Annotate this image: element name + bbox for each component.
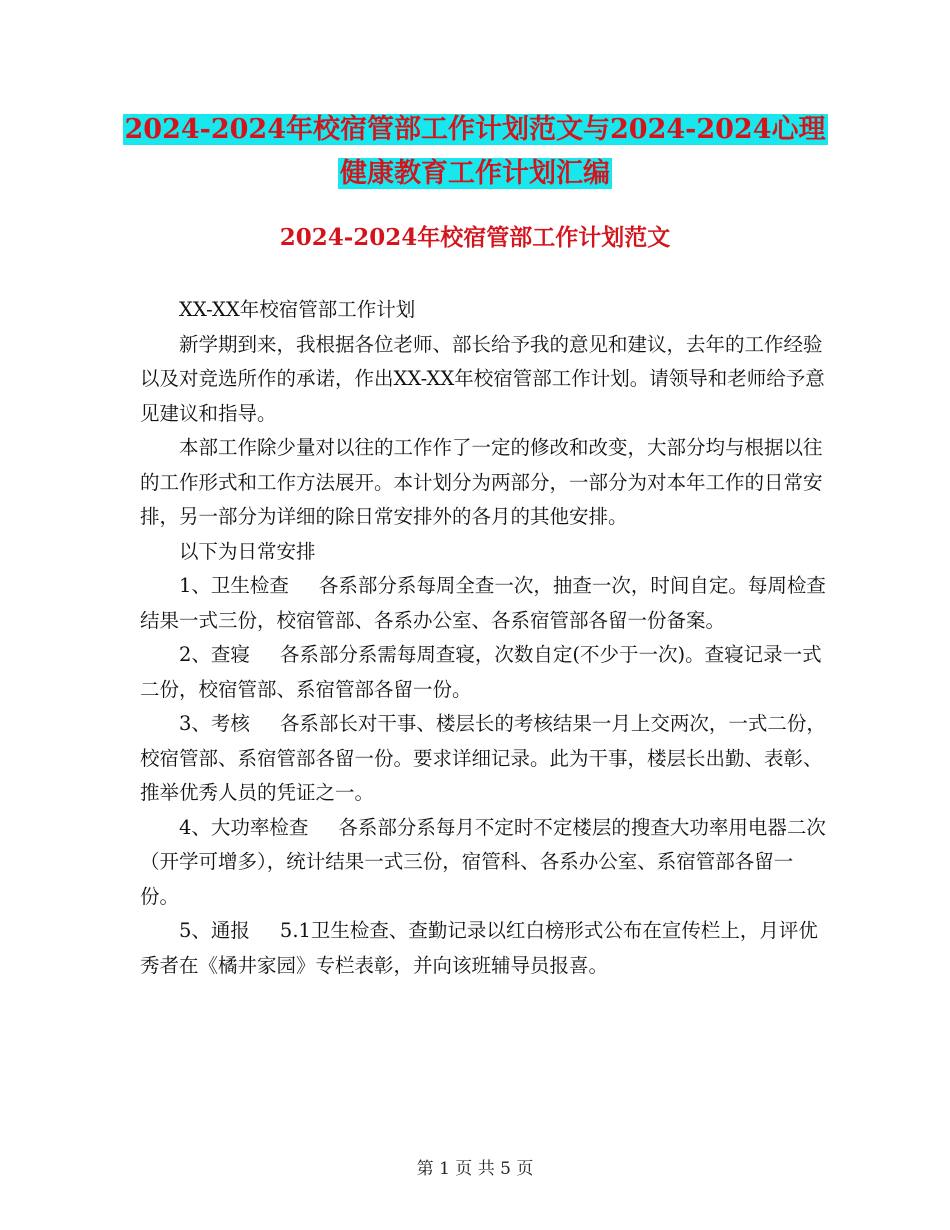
- section-title: 2024-2024年校宿管部工作计划范文: [279, 224, 671, 251]
- list-item: [140, 638, 830, 707]
- item-text: 5.1卫生检查、查勤记录以红白榜形式公布在宣传栏上，月评优秀者在《橘井家园》专栏表彰，并向该班辅导员报喜。: [140, 919, 818, 977]
- list-item: [140, 707, 830, 811]
- item-label: 5、通报: [179, 919, 250, 942]
- item-label: 3、考核: [179, 712, 250, 735]
- item-text: 各系部分系每周全查一次，抽查一次，时间自定。每周检查结果一式三份，校宿管部、各系办公室、各系宿管部各留一份备案。: [140, 574, 826, 632]
- document-title-line-1: 2024-2024年校宿管部工作计划范文与2024-2024心理: [124, 114, 826, 145]
- item-text: 各系部分系每月不定时不定楼层的搜查大功率用电器二次（开学可增多），统计结果一式三份，宿管科、各系办公室、系宿管部各留一份。: [140, 815, 826, 908]
- item-label: 1、卫生检查: [179, 574, 289, 597]
- paragraph: 本部工作除少量对以往的工作作了一定的修改和改变，大部分均与根据以往的工作形式和工作方法展开。本计划分为两部分，一部分为对本年工作的日常安排，另一部分为详细的除日常安排外的各月的其他安排。: [140, 436, 823, 528]
- paragraph: 以下为日常安排: [179, 539, 316, 563]
- document-body: [140, 293, 830, 983]
- item-label: 4、大功率检查: [179, 815, 309, 839]
- list-item: [140, 569, 830, 638]
- document-title-line-2: 健康教育工作计划汇编: [340, 158, 610, 189]
- paragraph: XX-XX年校宿管部工作计划: [179, 298, 416, 321]
- list-item: [140, 811, 830, 915]
- list-item: [140, 914, 830, 983]
- paragraph: 新学期到来，我根据各位老师、部长给予我的意见和建议，去年的工作经验以及对竞选所作的承诺，作出XX-XX年校宿管部工作计划。请领导和老师给予意见建议和指导。: [140, 332, 825, 425]
- item-label: 2、查寝: [179, 643, 250, 666]
- item-text: 各系部分系需每周查寝，次数自定(不少于一次)。查寝记录一式二份，校宿管部、系宿管部各留一份。: [140, 643, 822, 701]
- page-footer: 第 1 页 共 5 页: [416, 1159, 534, 1179]
- item-text: 各系部长对干事、楼层长的考核结果一月上交两次，一式二份，校宿管部、系宿管部各留一份。要求详细记录。此为干事，楼层长出勤、表彰、推举优秀人员的凭证之一。: [140, 712, 826, 804]
